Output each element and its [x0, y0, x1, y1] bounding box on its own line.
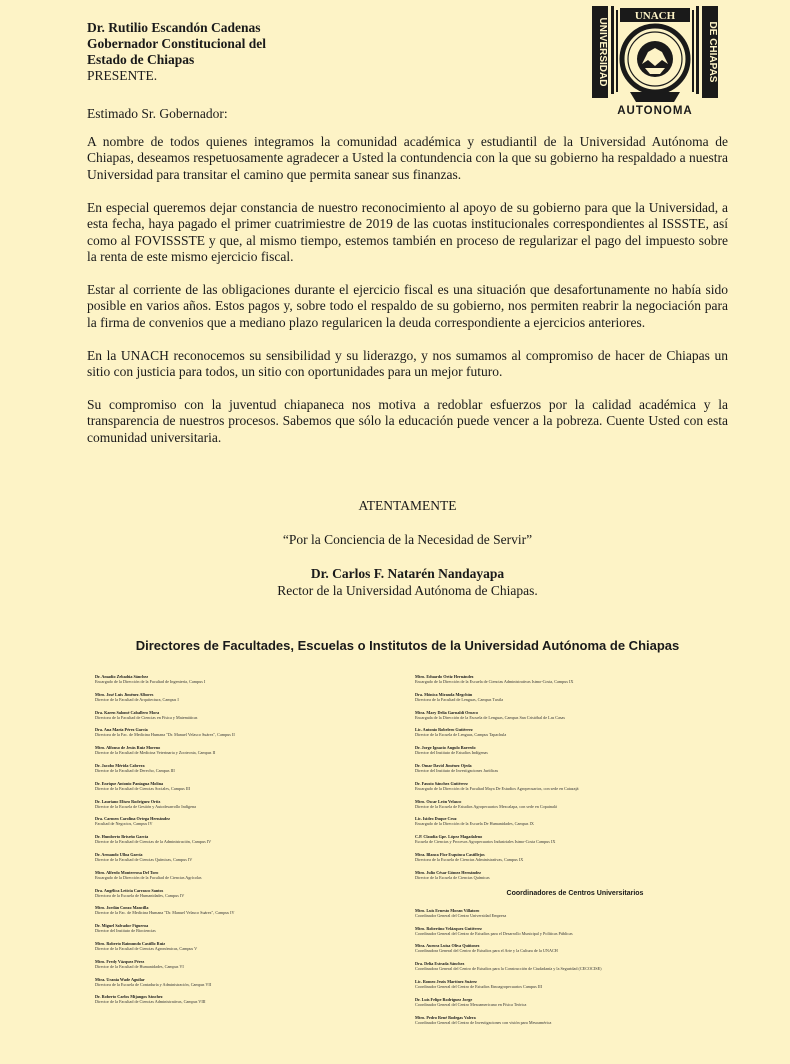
director-role: Director de la Facultad de Humanidades, Campus VI: [95, 963, 184, 969]
letter-body: [87, 134, 728, 463]
signer-title: Rector de la Universidad Autónoma de Chiapas.: [277, 583, 538, 598]
motto-line: “Por la Conciencia de la Necesidad de Servir”: [282, 532, 533, 547]
director-name: Mtro. Oscar León Velasco: [415, 798, 462, 804]
director-name: Dr. Enrique Antonio Paniagua Molina: [95, 780, 164, 786]
director-role: Director de la Facultad de Ciencias Sociales, Campus III: [95, 785, 191, 791]
logo-right-text: DE CHIAPAS: [707, 21, 718, 83]
director-name: Dr. Omar David Jiménez Ojeda: [415, 762, 472, 768]
director-name: Mtro. Fredy Vázquez Pérez: [95, 958, 145, 964]
director-entry: [415, 908, 735, 918]
director-name: Dra. Angélica Leticia Carrasco Santos: [95, 887, 164, 893]
director-role: Encargado de la Dirección de la Facultad de Ingeniería, Campus I: [95, 679, 206, 684]
director-entry: [95, 799, 415, 809]
director-name: Mtro. Julio César Gómez Hernández: [415, 869, 482, 875]
director-entry: [95, 710, 415, 720]
director-role: Encargado de la Dirección de la Facultad Maya De Estudios Agropecuarios, con sede en Catazajá: [415, 785, 579, 791]
director-name: Lic. Antonio Robelero Gutiérrez: [415, 727, 473, 733]
director-name: Dr. Amadio Zebadúa Sánchez: [95, 674, 149, 679]
directors-left-column: [95, 674, 415, 1012]
director-role: Coordinador General del Centro Mesoamericano en Física Teórica: [415, 1001, 527, 1007]
director-role: Directora de la Escuela de Ciencias Administrativas, Campus IX: [415, 856, 524, 862]
director-name: Dr. Roberto Carlos Mijangos Sánchez: [95, 994, 163, 1000]
director-role: Director de la Facultad de Medicina Veterinaria y Zootecnia, Campus II: [95, 750, 216, 756]
director-role: Directora de la Facultad de Lenguas, Campus Tuxtla: [415, 696, 504, 702]
director-role: Director del Instituto de Investigaciones Jurídicas: [415, 767, 499, 773]
director-name: C.P. Claudia Gpe. López Magadaleno: [415, 834, 483, 840]
director-role: Director de la Facultad de Ciencias Químicas, Campus IV: [95, 856, 193, 862]
director-entry: [95, 674, 415, 684]
director-role: Director de la Escuela de Lenguas, Campus Tapachula: [415, 732, 507, 738]
director-name: Dra. Carmen Carolina Ortega Hernández: [95, 816, 170, 822]
director-role: Director del Instituto de Biociencias: [95, 928, 156, 934]
director-name: Mtro. Roberto Raimundo Castillo Ruiz: [95, 940, 166, 946]
director-role: Director de la Fac. de Medicina Humana "Dr. Manuel Velasco Suárez", Campus IV: [95, 910, 235, 916]
director-entry: [95, 994, 415, 1004]
director-name: Lic. Isidro Duque Cruz: [415, 816, 457, 822]
director-entry: [95, 745, 415, 755]
director-role: Coordinador General del Centro Universidad Empresa: [415, 912, 507, 918]
director-entry: [415, 834, 735, 844]
director-role: Directora de la Escuela de Humanidades, Campus IV: [95, 892, 185, 898]
logo-unach-text: UNACH: [634, 10, 676, 22]
presente-label: PRESENTE.: [87, 68, 158, 83]
director-name: Mtro. Alfredo Monterrosa Del Toro: [95, 869, 159, 875]
director-role: Coordinador General del Centro de Investigaciones con visión para Mesoamérica: [415, 1019, 552, 1025]
logo-left-text: UNIVERSIDAD: [597, 17, 608, 87]
director-name: Mtro. Jordán Conzo Mancilla: [95, 905, 149, 911]
director-role: Facultad de Negocios, Campus IV: [95, 821, 153, 827]
director-role: Encargado de la Dirección de la Facultad de Ciencias Agrícolas: [95, 874, 202, 880]
director-entry: [415, 926, 735, 936]
director-entry: [415, 997, 735, 1007]
director-entry: [415, 763, 735, 773]
director-name: Dra. Karen Salomé Caballero Mora: [95, 709, 160, 715]
director-entry: [95, 692, 415, 702]
body-paragraph: A nombre de todos quienes integramos la comunidad académica y estudiantil de la Universidad Autónoma de Chiapas, deseamos respetuosamente agradecer a Usted la contundencia con la que su gobierno ha respaldado a nuestra Universidad para transitar el camino que permita sanear sus finanzas.: [87, 134, 728, 182]
directors-right-column: [415, 674, 735, 1032]
director-name: Mtra. Mary Delia Garnaldi Orozco: [415, 709, 479, 715]
director-entry: [95, 888, 415, 898]
director-name: Dr. Jorge Ignacio Angulo Barredo: [415, 745, 476, 751]
director-entry: [95, 923, 415, 933]
director-role: Coordinadora General del Centro de Estudios para el Arte y la Cultura de la UNACH: [415, 948, 558, 954]
director-role: Escuela de Ciencias y Procesos Agropecuarios Industriales Istmo-Costa Campus IX: [415, 839, 556, 845]
director-name: Mtra. Blanca Flor Esquinca Castillejos: [415, 851, 485, 857]
director-entry: [415, 799, 735, 809]
director-role: Directora de la Escuela de Contaduría y Administración, Campus VII: [95, 981, 212, 987]
director-role: Encargada de la Dirección de la Escuela de Lenguas, Campus San Cristóbal de Las Casas: [415, 714, 566, 720]
coordinators-title: Coordinadores de Centros Universitarios: [506, 889, 644, 897]
director-role: Director de la Facultad de Ciencias de la Administración, Campus IV: [95, 839, 212, 845]
director-name: Mtra. Urania Wade Aguilar: [95, 976, 145, 982]
director-name: Dr. Jacobo Mérida Cabrera: [95, 762, 145, 768]
body-paragraph: Su compromiso con la juventud chiapaneca nos motiva a redoblar esfuerzos por la calidad académica y la transparencia de nuestros procesos. Sabemos que sólo la educación puede vencer a la pobreza. Cuente Usted con esta comunidad universitaria.: [87, 396, 728, 445]
addressee-line: Gobernador Constitucional del: [87, 36, 267, 51]
body-paragraph: Estar al corriente de las obligaciones durante el ejercicio fiscal es una situación que desafortunamente no había sido posible en varios años. Estos pagos y, sobre todo el respaldo de su gobierno, nos permiten reabrir la negociación para la firma de convenios que a mediano plazo regularicen la deuda correspondiente a ejercicios anteriores.: [87, 281, 728, 330]
director-role: Director de la Escuela de Gestión y Autodesarrollo Indígena: [95, 803, 196, 809]
director-entry: [415, 727, 735, 737]
director-entry: [95, 977, 415, 987]
director-entry: [415, 781, 735, 791]
director-role: Encargado de la Dirección de la Escuela De Humanidades, Campus IX: [415, 821, 534, 827]
directors-title: Directores de Facultades, Escuelas o Institutos de la Universidad Autónoma de Chiapas: [135, 638, 680, 653]
director-entry: [95, 959, 415, 969]
director-entry: [95, 834, 415, 844]
director-role: Encargado de la Dirección de la Escuela de Ciencias Administrativas Istmo-Costa, Campus IX: [415, 679, 574, 684]
director-entry: [95, 870, 415, 880]
addressee-line: Estado de Chiapas: [87, 52, 195, 67]
director-entry: [415, 961, 735, 971]
director-name: Lic. Romeo Jesús Martínez Suárez: [415, 978, 477, 984]
director-role: Director de la Facultad de Ciencias Administrativas, Campus VIII: [95, 999, 206, 1005]
atentamente-label: ATENTAMENTE: [358, 498, 457, 513]
director-name: Dr. Miguel Salvador Figueroa: [95, 923, 149, 929]
director-name: Dr. Luis Felipe Rodríguez Jorge: [415, 996, 473, 1002]
director-role: Coordinador General del Centro de Estudios Etnoagropecuarios Campus III: [415, 983, 542, 989]
director-name: Mtro. Pedro René Bodegas Valera: [415, 1014, 476, 1020]
director-name: Dr. Fausto Sánchez Gutiérrez: [415, 780, 468, 786]
logo-bottom-text: AUTONOMA: [617, 105, 693, 117]
director-name: Dr. Humberto Briseño García: [95, 834, 149, 840]
director-role: Director de la Facultad de Ciencias Agronómicas, Campus V: [95, 945, 198, 951]
body-paragraph: En especial queremos dejar constancia de nuestro reconocimiento al apoyo de su gobierno para que la Universidad, a esta fecha, haya pagado el primer cuatrimiestre de 2019 de las cuotas institucionales correspondientes al ISSSTE, así como al FOVISSSTE y que, al mismo tiempo, estemos también en proceso de regularizar el pago del impuesto sobre la renta de este mismo ejercicio fiscal.: [87, 199, 728, 264]
director-role: Directora de la Facultad de Ciencias en Física y Matemáticas: [95, 714, 198, 720]
director-name: Dra. Delia Estrada Sánchez: [415, 961, 465, 967]
director-name: Mtro. Alfonso de Jesús Ruiz Moreno: [95, 745, 161, 751]
director-entry: [95, 852, 415, 862]
director-name: Dr. Lauriano Eliseo Rodríguez Ortiz: [95, 798, 161, 804]
addressee-line: Dr. Rutilio Escandón Cadenas: [87, 20, 261, 35]
unach-logo: [590, 4, 720, 117]
director-name: Dra. Mónica Miranda Megchún: [415, 691, 473, 697]
director-name: Mtro. Robertino Velázquez Gutiérrez: [415, 925, 482, 931]
body-paragraph: En la UNACH reconocemos su sensibilidad y su liderazgo, y nos sumamos al compromiso de hacer de Chiapas un sitio con justicia para todos, un sitio con oportunidades para un mejor futuro.: [87, 347, 728, 379]
addressee-block: [87, 20, 266, 84]
director-role: Coordinador General del Centro de Estudios para el Desarrollo Municipal y Políticas Públicas: [415, 930, 573, 936]
director-entry: [415, 979, 735, 989]
director-entry: [415, 692, 735, 702]
director-entry: [95, 905, 415, 915]
director-role: Directora de la Fac. de Medicina Humana "Dr. Manuel Velasco Suárez", Campus II: [95, 732, 235, 738]
director-role: Director de la Escuela de Estudios Agropecuarios Mezcalapa, con sede en Copainalá: [415, 803, 557, 809]
greeting: Estimado Sr. Gobernador:: [87, 106, 228, 121]
director-role: Director de la Facultad de Derecho, Campus III: [95, 767, 175, 773]
director-entry: [415, 852, 735, 862]
director-entry: [95, 763, 415, 773]
director-role: Director de la Facultad de Arquitectura, Campus I: [95, 696, 179, 702]
director-name: Mtro. Eduardo Ortiz Hernández: [415, 674, 474, 679]
director-name: Mtro. José Luis Jiménez Albores: [95, 691, 154, 697]
director-entry: [95, 941, 415, 951]
director-role: Director del Instituto de Estudios Indígenas: [415, 750, 488, 756]
director-name: Mtro. Luis Ernesto Moran Villatoro: [415, 907, 480, 913]
director-entry: [415, 1015, 735, 1025]
signer-name: Dr. Carlos F. Natarén Nandayapa: [310, 566, 505, 581]
director-role: Director de la Escuela de Ciencias Químicas: [415, 874, 490, 880]
director-role: Coordinadora General del Centro de Estudios para la Construcción de Ciudadanía y la Seguridad (CECOCISE): [415, 966, 602, 972]
director-name: Dr. Armando Ulloa García: [95, 851, 143, 857]
director-entry: [95, 727, 415, 737]
director-name: Dra. Ana María Pérez García: [95, 727, 148, 733]
director-entry: [415, 943, 735, 953]
director-entry: [415, 745, 735, 755]
director-name: Mtra. Aurora Luisa Oliva Quiñonez: [415, 943, 480, 949]
director-entry: [95, 781, 415, 791]
director-entry: [95, 816, 415, 826]
director-entry: [415, 674, 735, 684]
director-entry: [415, 816, 735, 826]
director-entry: [415, 870, 735, 880]
director-entry: [415, 710, 735, 720]
